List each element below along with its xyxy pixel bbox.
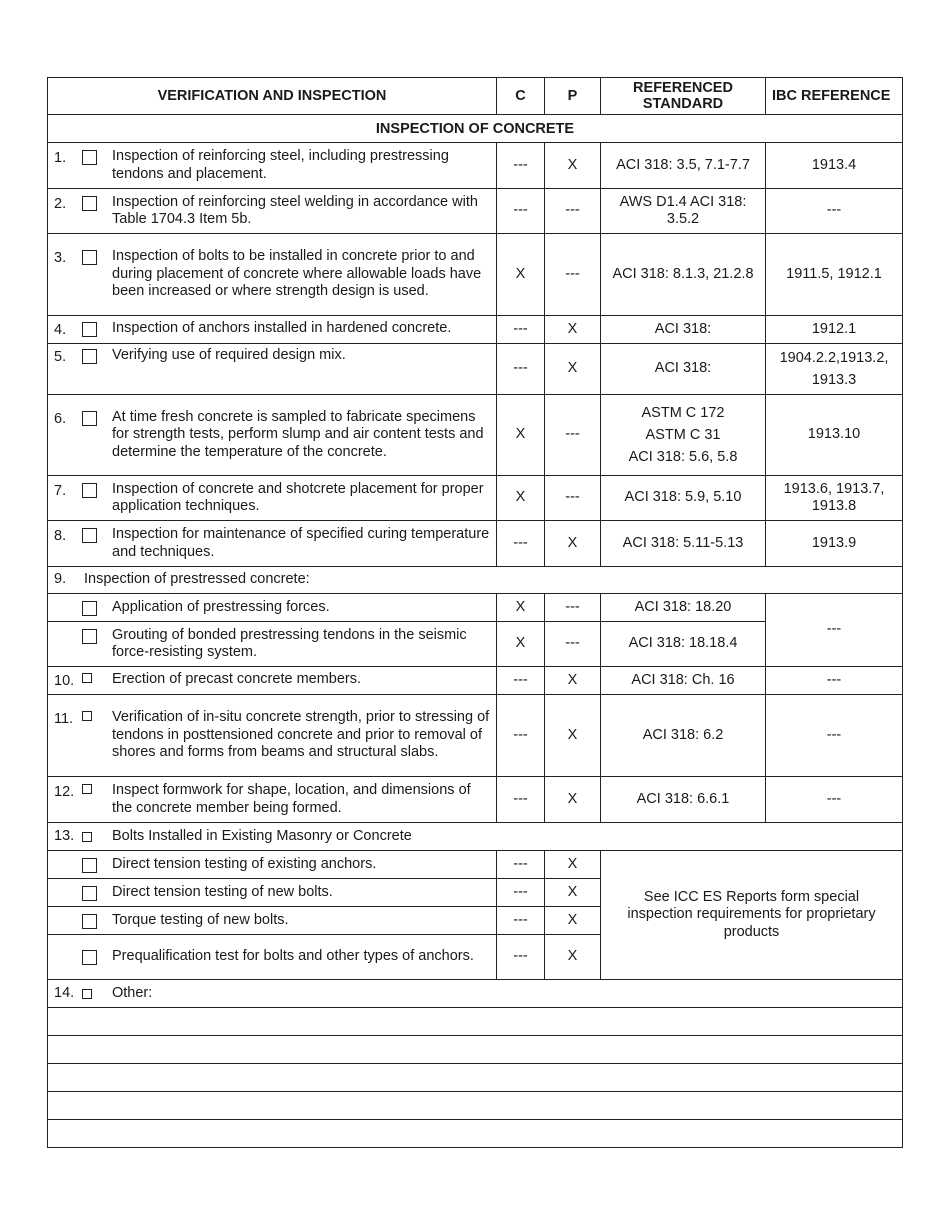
table-row: 6. At time fresh concrete is sampled to fabricate specimens for strength tests, perform slump and air content tests and determine the temperature of the concrete. X --- ASTM C 172 ASTM C 31 ACI 318: 5.6, 5.8 1913.10	[48, 395, 903, 476]
table-row: Direct tension testing of existing anchors. --- X See ICC ES Reports form special inspection requirements for proprietary products	[48, 851, 903, 879]
header-ibc-reference: IBC REFERENCE	[766, 78, 903, 115]
checkbox[interactable]	[82, 914, 97, 929]
table-row: 8. Inspection for maintenance of specified curing temperature and techniques. --- X ACI 318: 5.11-5.13 1913.9	[48, 521, 903, 567]
header-p: P	[545, 78, 601, 115]
checkbox[interactable]	[82, 250, 97, 265]
checkbox[interactable]	[82, 322, 97, 337]
blank-line[interactable]	[48, 1008, 903, 1036]
table-row: Torque testing of new bolts. --- X	[48, 907, 903, 935]
table-row: 1. Inspection of reinforcing steel, including prestressing tendons and placement. --- X ACI 318: 3.5, 7.1-7.7 1913.4	[48, 143, 903, 189]
checkbox[interactable]	[82, 150, 97, 165]
checkbox[interactable]	[82, 411, 97, 426]
blank-line[interactable]	[48, 1092, 903, 1120]
checkbox[interactable]	[82, 858, 97, 873]
checkbox[interactable]	[82, 528, 97, 543]
table-row: 9. Inspection of prestressed concrete:	[48, 567, 903, 594]
checkbox[interactable]	[82, 784, 92, 794]
table-row: 5. Verifying use of required design mix. --- X ACI 318: 1904.2.2,1913.2, 1913.3	[48, 344, 903, 395]
table-row: 10. Erection of precast concrete members. --- X ACI 318: Ch. 16 ---	[48, 667, 903, 695]
checkbox[interactable]	[82, 711, 92, 721]
checkbox[interactable]	[82, 886, 97, 901]
checkbox[interactable]	[82, 483, 97, 498]
checkbox[interactable]	[82, 349, 97, 364]
table-row: 13. Bolts Installed in Existing Masonry or Concrete	[48, 823, 903, 851]
table-row: 12. Inspect formwork for shape, location, and dimensions of the concrete member being formed. --- X ACI 318: 6.6.1 ---	[48, 777, 903, 823]
checkbox[interactable]	[82, 989, 92, 999]
table-row: 11. Verification of in-situ concrete strength, prior to stressing of tendons in posttensioned concrete and prior to removal of shores and forms from beams and structural slabs. --- X ACI 318: 6.2 ---	[48, 695, 903, 777]
table-row: 14. Other:	[48, 980, 903, 1008]
checkbox[interactable]	[82, 673, 92, 683]
table-row: Grouting of bonded prestressing tendons in the seismic force-resisting system. X --- ACI 318: 18.18.4	[48, 622, 903, 667]
table-row: Prequalification test for bolts and other types of anchors. --- X	[48, 935, 903, 980]
inspection-table	[47, 77, 903, 1148]
table-row: Application of prestressing forces. X --- ACI 318: 18.20 ---	[48, 594, 903, 622]
checkbox[interactable]	[82, 832, 92, 842]
header-row	[48, 78, 903, 115]
table-row: 2. Inspection of reinforcing steel welding in accordance with Table 1704.3 Item 5b. --- --- AWS D1.4 ACI 318: 3.5.2 ---	[48, 189, 903, 234]
table-row: 7. Inspection of concrete and shotcrete placement for proper application techniques. X --- ACI 318: 5.9, 5.10 1913.6, 1913.7, 1913.8	[48, 476, 903, 521]
checkbox[interactable]	[82, 950, 97, 965]
blank-line[interactable]	[48, 1120, 903, 1148]
header-c: C	[497, 78, 545, 115]
blank-line[interactable]	[48, 1036, 903, 1064]
blank-line[interactable]	[48, 1064, 903, 1092]
checkbox[interactable]	[82, 629, 97, 644]
table-row: 4. Inspection of anchors installed in hardened concrete. --- X ACI 318: 1912.1	[48, 316, 903, 344]
checkbox[interactable]	[82, 196, 97, 211]
header-verification: VERIFICATION AND INSPECTION	[48, 78, 497, 115]
section-title: INSPECTION OF CONCRETE	[48, 115, 903, 143]
table-row: Direct tension testing of new bolts. --- X	[48, 879, 903, 907]
icc-note: See ICC ES Reports form special inspection requirements for proprietary products	[601, 851, 903, 980]
checkbox[interactable]	[82, 601, 97, 616]
header-referenced-standard: REFERENCED STANDARD	[601, 78, 766, 115]
table-row: 3. Inspection of bolts to be installed in concrete prior to and during placement of concrete where allowable loads have been increased or where strength design is used. X --- ACI 318: 8.1.3, 21.2.8 1911.5, 1912.1	[48, 234, 903, 316]
